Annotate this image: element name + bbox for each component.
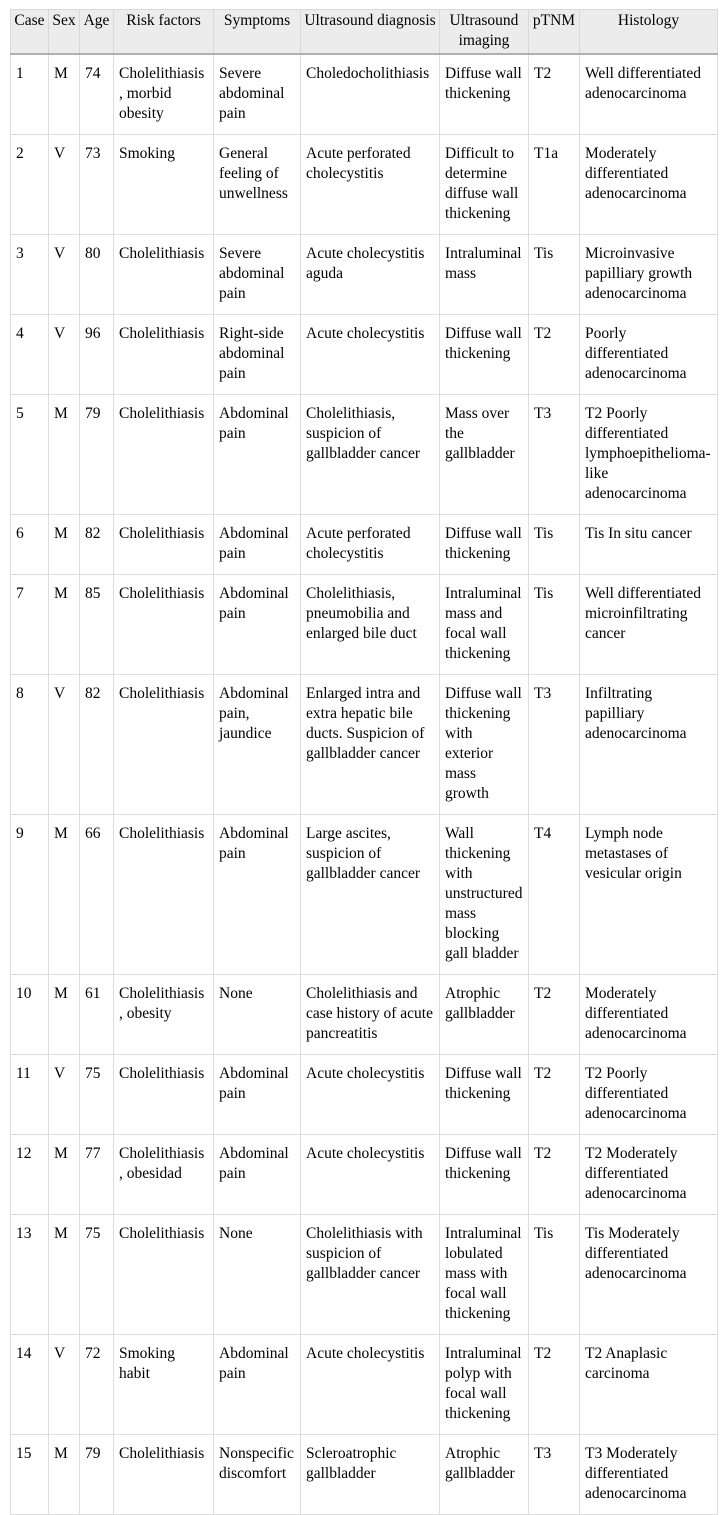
cell-age: 96 bbox=[80, 315, 114, 395]
cell-histology: Well differentiated microinfiltrating cancer bbox=[580, 575, 718, 675]
cell-sex: M bbox=[49, 1435, 80, 1515]
cell-risk-factors: Cholelithiasis, morbid obesity bbox=[114, 54, 214, 135]
cell-histology: T2 Poorly differentiated lymphoepithelioma-like adenocarcinoma bbox=[580, 395, 718, 515]
cell-ultrasound-diagnosis: Cholelithiasis and case history of acute pancreatitis bbox=[301, 975, 440, 1055]
cell-age: 61 bbox=[80, 975, 114, 1055]
cell-ultrasound-imaging: Difficult to determine diffuse wall thickening bbox=[440, 135, 529, 235]
table-row bbox=[11, 54, 718, 135]
table-row bbox=[11, 1435, 718, 1515]
cell-histology: T2 Moderately differentiated adenocarcinoma bbox=[580, 1135, 718, 1215]
table-row bbox=[11, 575, 718, 675]
cell-ptnm: T2 bbox=[529, 1335, 580, 1435]
cell-case: 7 bbox=[11, 575, 49, 675]
cell-sex: M bbox=[49, 515, 80, 575]
cell-sex: V bbox=[49, 675, 80, 815]
cell-symptoms: Abdominal pain bbox=[214, 1055, 301, 1135]
table-row bbox=[11, 1335, 718, 1435]
cell-risk-factors: Cholelithiasis bbox=[114, 1215, 214, 1335]
table-row bbox=[11, 395, 718, 515]
cell-risk-factors: Cholelithiasis bbox=[114, 235, 214, 315]
cell-ultrasound-diagnosis: Acute perforated cholecystitis bbox=[301, 135, 440, 235]
header-risk-factors: Risk factors bbox=[114, 10, 214, 55]
cell-symptoms: Severe abdominal pain bbox=[214, 235, 301, 315]
cell-symptoms: Abdominal pain bbox=[214, 1135, 301, 1215]
cell-case: 4 bbox=[11, 315, 49, 395]
cell-sex: M bbox=[49, 1135, 80, 1215]
cell-ptnm: T2 bbox=[529, 1135, 580, 1215]
cell-case: 11 bbox=[11, 1055, 49, 1135]
cell-histology: Lymph node metastases of vesicular origin bbox=[580, 815, 718, 975]
cell-sex: V bbox=[49, 235, 80, 315]
cell-ultrasound-imaging: Intraluminal polyp with focal wall thickening bbox=[440, 1335, 529, 1435]
cell-ultrasound-diagnosis: Enlarged intra and extra hepatic bile ducts. Suspicion of gallbladder cancer bbox=[301, 675, 440, 815]
cell-histology: Microinvasive papilliary growth adenocarcinoma bbox=[580, 235, 718, 315]
cell-sex: M bbox=[49, 575, 80, 675]
cell-ultrasound-diagnosis: Choledocholithiasis bbox=[301, 54, 440, 135]
cell-ultrasound-imaging: Mass over the gallbladder bbox=[440, 395, 529, 515]
cell-risk-factors: Cholelithiasis, obesity bbox=[114, 975, 214, 1055]
cell-ultrasound-imaging: Atrophic gallbladder bbox=[440, 975, 529, 1055]
table-row bbox=[11, 235, 718, 315]
cell-ultrasound-imaging: Diffuse wall thickening bbox=[440, 315, 529, 395]
cell-risk-factors: Cholelithiasis bbox=[114, 395, 214, 515]
cell-ptnm: T3 bbox=[529, 675, 580, 815]
cell-symptoms: General feeling of unwellness bbox=[214, 135, 301, 235]
header-symptoms: Symptoms bbox=[214, 10, 301, 55]
cell-age: 74 bbox=[80, 54, 114, 135]
cell-ptnm: T3 bbox=[529, 1435, 580, 1515]
cell-ptnm: Tis bbox=[529, 1215, 580, 1335]
cell-symptoms: None bbox=[214, 975, 301, 1055]
header-age: Age bbox=[80, 10, 114, 55]
cell-histology: T2 Poorly differentiated adenocarcinoma bbox=[580, 1055, 718, 1135]
cell-ptnm: T3 bbox=[529, 395, 580, 515]
cell-ultrasound-imaging: Diffuse wall thickening bbox=[440, 515, 529, 575]
cell-case: 12 bbox=[11, 1135, 49, 1215]
cell-symptoms: Abdominal pain bbox=[214, 515, 301, 575]
cell-ptnm: Tis bbox=[529, 235, 580, 315]
table-body bbox=[11, 54, 718, 1515]
cell-sex: V bbox=[49, 135, 80, 235]
cell-ultrasound-imaging: Diffuse wall thickening bbox=[440, 54, 529, 135]
cell-ptnm: T2 bbox=[529, 54, 580, 135]
cell-age: 77 bbox=[80, 1135, 114, 1215]
cell-age: 79 bbox=[80, 395, 114, 515]
cell-case: 8 bbox=[11, 675, 49, 815]
table-row bbox=[11, 135, 718, 235]
cell-histology: Tis Moderately differentiated adenocarcinoma bbox=[580, 1215, 718, 1335]
cell-ptnm: Tis bbox=[529, 575, 580, 675]
cell-ptnm: T1a bbox=[529, 135, 580, 235]
cell-histology: T3 Moderately differentiated adenocarcinoma bbox=[580, 1435, 718, 1515]
table-row bbox=[11, 515, 718, 575]
cell-histology: T2 Anaplasic carcinoma bbox=[580, 1335, 718, 1435]
cell-symptoms: Abdominal pain bbox=[214, 575, 301, 675]
cell-ultrasound-imaging: Intraluminal lobulated mass with focal wall thickening bbox=[440, 1215, 529, 1335]
cell-case: 1 bbox=[11, 54, 49, 135]
cell-ultrasound-diagnosis: Scleroatrophic gallbladder bbox=[301, 1435, 440, 1515]
table-header bbox=[11, 10, 718, 55]
cell-sex: M bbox=[49, 975, 80, 1055]
cell-sex: M bbox=[49, 395, 80, 515]
cell-symptoms: Right-side abdominal pain bbox=[214, 315, 301, 395]
cell-sex: M bbox=[49, 54, 80, 135]
cell-sex: V bbox=[49, 1335, 80, 1435]
cell-sex: V bbox=[49, 1055, 80, 1135]
header-row bbox=[11, 10, 718, 55]
cell-symptoms: Abdominal pain bbox=[214, 395, 301, 515]
header-sex: Sex bbox=[49, 10, 80, 55]
cell-risk-factors: Cholelithiasis bbox=[114, 1055, 214, 1135]
cell-case: 2 bbox=[11, 135, 49, 235]
cell-risk-factors: Smoking habit bbox=[114, 1335, 214, 1435]
cell-symptoms: Abdominal pain, jaundice bbox=[214, 675, 301, 815]
cell-sex: M bbox=[49, 1215, 80, 1335]
cell-case: 3 bbox=[11, 235, 49, 315]
cell-ptnm: T4 bbox=[529, 815, 580, 975]
table-row bbox=[11, 1215, 718, 1335]
cell-age: 80 bbox=[80, 235, 114, 315]
cell-ultrasound-diagnosis: Cholelithiasis, pneumobilia and enlarged bile duct bbox=[301, 575, 440, 675]
cell-case: 10 bbox=[11, 975, 49, 1055]
cell-age: 82 bbox=[80, 675, 114, 815]
cell-symptoms: Abdominal pain bbox=[214, 815, 301, 975]
cell-age: 82 bbox=[80, 515, 114, 575]
cell-risk-factors: Cholelithiasis bbox=[114, 515, 214, 575]
cell-histology: Well differentiated adenocarcinoma bbox=[580, 54, 718, 135]
cell-histology: Poorly differentiated adenocarcinoma bbox=[580, 315, 718, 395]
header-case: Case bbox=[11, 10, 49, 55]
cell-risk-factors: Cholelithiasis bbox=[114, 1435, 214, 1515]
cell-age: 75 bbox=[80, 1055, 114, 1135]
cell-symptoms: None bbox=[214, 1215, 301, 1335]
case-table bbox=[10, 9, 718, 1515]
header-ultrasound-diagnosis: Ultrasound diagnosis bbox=[301, 10, 440, 55]
table-row bbox=[11, 675, 718, 815]
cell-age: 72 bbox=[80, 1335, 114, 1435]
header-ultrasound-imaging: Ultrasound imaging bbox=[440, 10, 529, 55]
table-row bbox=[11, 975, 718, 1055]
cell-case: 14 bbox=[11, 1335, 49, 1435]
cell-symptoms: Abdominal pain bbox=[214, 1335, 301, 1435]
cell-age: 66 bbox=[80, 815, 114, 975]
cell-age: 85 bbox=[80, 575, 114, 675]
cell-ultrasound-diagnosis: Acute cholecystitis bbox=[301, 1335, 440, 1435]
cell-ultrasound-diagnosis: Acute cholecystitis bbox=[301, 1135, 440, 1215]
cell-ultrasound-diagnosis: Acute cholecystitis bbox=[301, 1055, 440, 1135]
cell-symptoms: Severe abdominal pain bbox=[214, 54, 301, 135]
cell-symptoms: Nonspecific discomfort bbox=[214, 1435, 301, 1515]
cell-histology: Moderately differentiated adenocarcinoma bbox=[580, 975, 718, 1055]
cell-case: 15 bbox=[11, 1435, 49, 1515]
table-row bbox=[11, 1135, 718, 1215]
cell-age: 75 bbox=[80, 1215, 114, 1335]
cell-risk-factors: Cholelithiasis bbox=[114, 575, 214, 675]
cell-ptnm: Tis bbox=[529, 515, 580, 575]
cell-age: 79 bbox=[80, 1435, 114, 1515]
cell-age: 73 bbox=[80, 135, 114, 235]
header-ptnm: pTNM bbox=[529, 10, 580, 55]
cell-ultrasound-imaging: Diffuse wall thickening bbox=[440, 1135, 529, 1215]
cell-ultrasound-diagnosis: Acute cholecystitis aguda bbox=[301, 235, 440, 315]
table-row bbox=[11, 815, 718, 975]
cell-risk-factors: Cholelithiasis bbox=[114, 675, 214, 815]
table-row bbox=[11, 315, 718, 395]
cell-ultrasound-diagnosis: Large ascites, suspicion of gallbladder cancer bbox=[301, 815, 440, 975]
cell-case: 9 bbox=[11, 815, 49, 975]
cell-histology: Moderately differentiated adenocarcinoma bbox=[580, 135, 718, 235]
cell-ultrasound-diagnosis: Acute perforated cholecystitis bbox=[301, 515, 440, 575]
cell-sex: M bbox=[49, 815, 80, 975]
cell-histology: Infiltrating papilliary adenocarcinoma bbox=[580, 675, 718, 815]
cell-ultrasound-diagnosis: Cholelithiasis with suspicion of gallbladder cancer bbox=[301, 1215, 440, 1335]
cell-risk-factors: Cholelithiasis bbox=[114, 315, 214, 395]
cell-ultrasound-imaging: Intraluminal mass bbox=[440, 235, 529, 315]
cell-ptnm: T2 bbox=[529, 975, 580, 1055]
cell-sex: V bbox=[49, 315, 80, 395]
cell-ultrasound-diagnosis: Cholelithiasis, suspicion of gallbladder cancer bbox=[301, 395, 440, 515]
cell-risk-factors: Smoking bbox=[114, 135, 214, 235]
cell-ultrasound-imaging: Atrophic gallbladder bbox=[440, 1435, 529, 1515]
cell-ptnm: T2 bbox=[529, 315, 580, 395]
cell-risk-factors: Cholelithiasis bbox=[114, 815, 214, 975]
cell-ultrasound-imaging: Diffuse wall thickening with exterior mass growth bbox=[440, 675, 529, 815]
cell-case: 5 bbox=[11, 395, 49, 515]
table-row bbox=[11, 1055, 718, 1135]
cell-ultrasound-imaging: Intraluminal mass and focal wall thickening bbox=[440, 575, 529, 675]
cell-ptnm: T2 bbox=[529, 1055, 580, 1135]
cell-ultrasound-imaging: Wall thickening with unstructured mass blocking gall bladder bbox=[440, 815, 529, 975]
header-histology: Histology bbox=[580, 10, 718, 55]
cell-ultrasound-imaging: Diffuse wall thickening bbox=[440, 1055, 529, 1135]
cell-risk-factors: Cholelithiasis, obesidad bbox=[114, 1135, 214, 1215]
cell-histology: Tis In situ cancer bbox=[580, 515, 718, 575]
cell-ultrasound-diagnosis: Acute cholecystitis bbox=[301, 315, 440, 395]
cell-case: 6 bbox=[11, 515, 49, 575]
cell-case: 13 bbox=[11, 1215, 49, 1335]
